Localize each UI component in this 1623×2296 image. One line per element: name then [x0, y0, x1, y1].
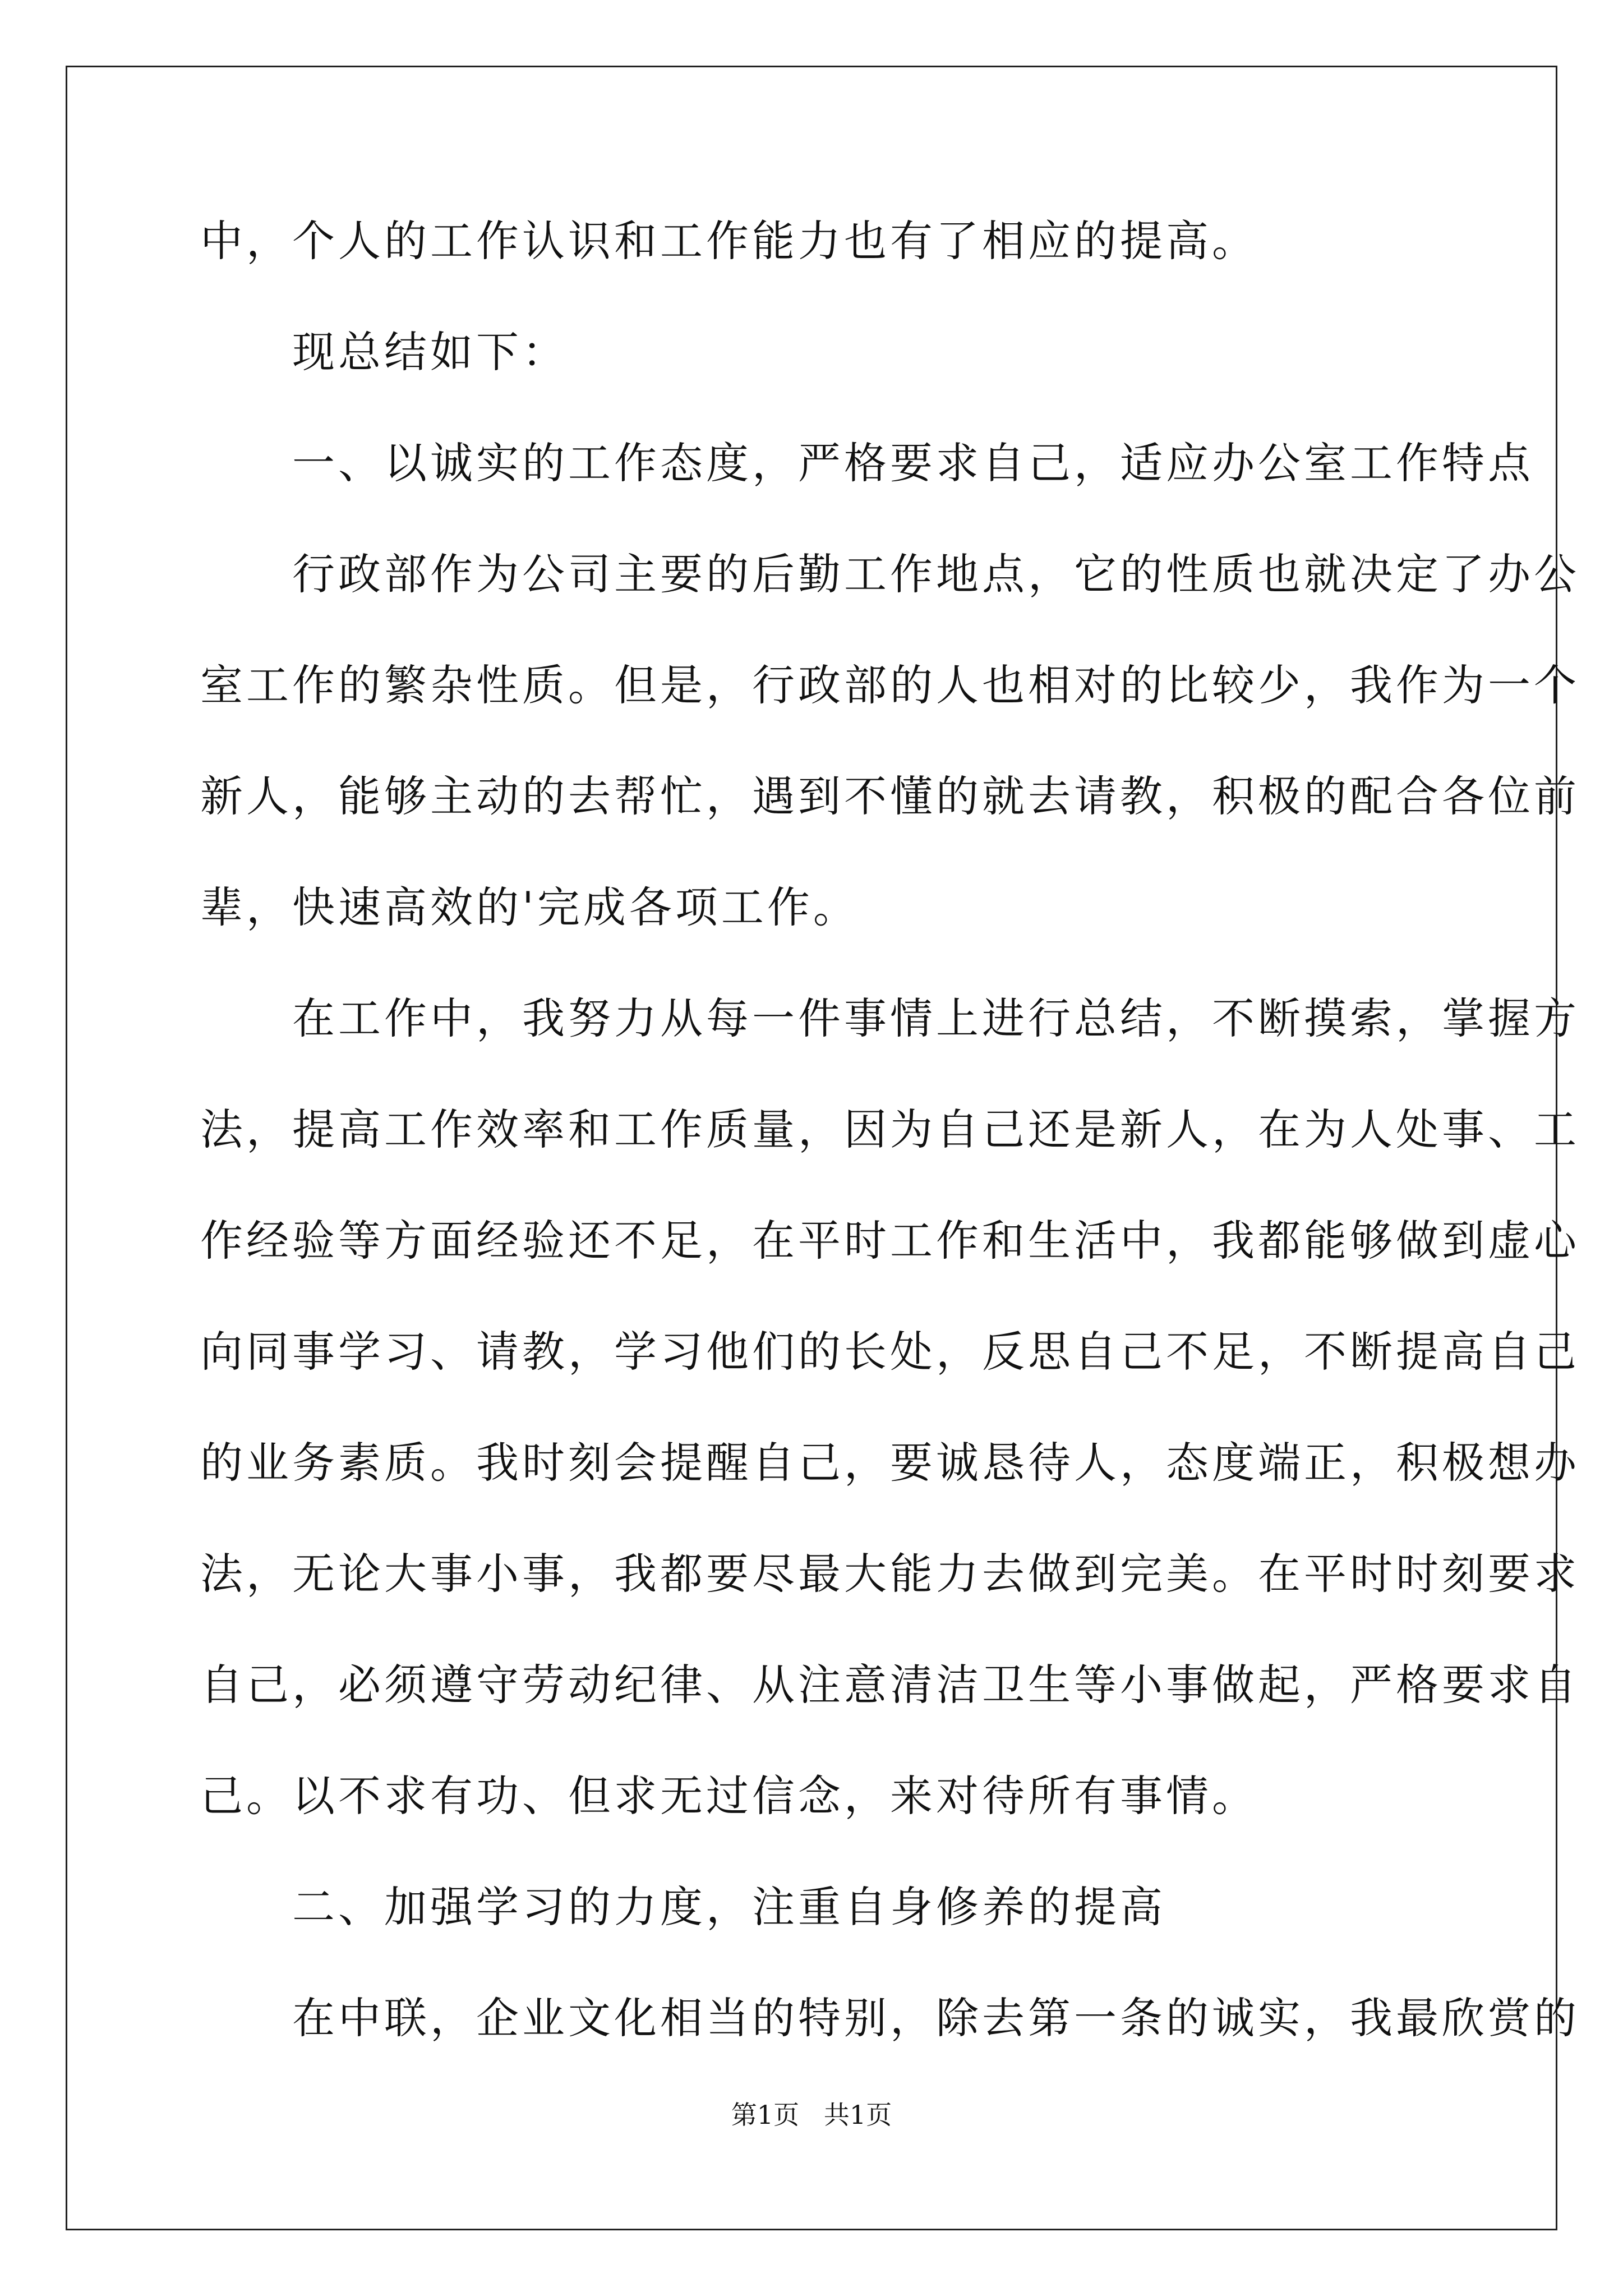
- paragraph-line: 行政部作为公司主要的后勤工作地点，它的性质也就决定了办公: [200, 549, 1580, 599]
- paragraph-line: 在工作中，我努力从每一件事情上进行总结，不断摸索，掌握方: [200, 993, 1580, 1043]
- paragraph-line: 向同事学习、请教，学习他们的长处，反思自己不足，不断提高自己: [200, 1327, 1580, 1377]
- page-footer: 第1页 共1页: [731, 2100, 892, 2130]
- paragraph-line: 辈，快速高效的'完成各项工作。: [200, 882, 859, 932]
- paragraph-line: 现总结如下：: [200, 327, 568, 377]
- paragraph-line: 室工作的繁杂性质。但是，行政部的人也相对的比较少，我作为一个: [200, 660, 1580, 710]
- paragraph-line: 自己，必须遵守劳动纪律、从注意清洁卫生等小事做起，严格要求自: [200, 1660, 1580, 1710]
- paragraph-line: 在中联，企业文化相当的特别，除去第一条的诚实，我最欣赏的: [200, 1993, 1580, 2043]
- paragraph-line: 新人，能够主动的去帮忙，遇到不懂的就去请教，积极的配合各位前: [200, 771, 1580, 821]
- paragraph-line: 己。以不求有功、但求无过信念，来对待所有事情。: [200, 1771, 1258, 1821]
- section-heading: 二、加强学习的力度，注重自身修养的提高: [200, 1882, 1166, 1932]
- paragraph-line: 的业务素质。我时刻会提醒自己，要诚恳待人，态度端正，积极想办: [200, 1438, 1580, 1488]
- section-heading: 一、以诚实的工作态度，严格要求自己，适应办公室工作特点: [200, 438, 1534, 488]
- paragraph-line: 法，无论大事小事，我都要尽最大能力去做到完美。在平时时刻要求: [200, 1549, 1580, 1599]
- paragraph-line: 中，个人的工作认识和工作能力也有了相应的提高。: [200, 216, 1258, 266]
- paragraph-line: 法，提高工作效率和工作质量，因为自己还是新人，在为人处事、工: [200, 1105, 1580, 1154]
- paragraph-line: 作经验等方面经验还不足，在平时工作和生活中，我都能够做到虚心: [200, 1216, 1580, 1266]
